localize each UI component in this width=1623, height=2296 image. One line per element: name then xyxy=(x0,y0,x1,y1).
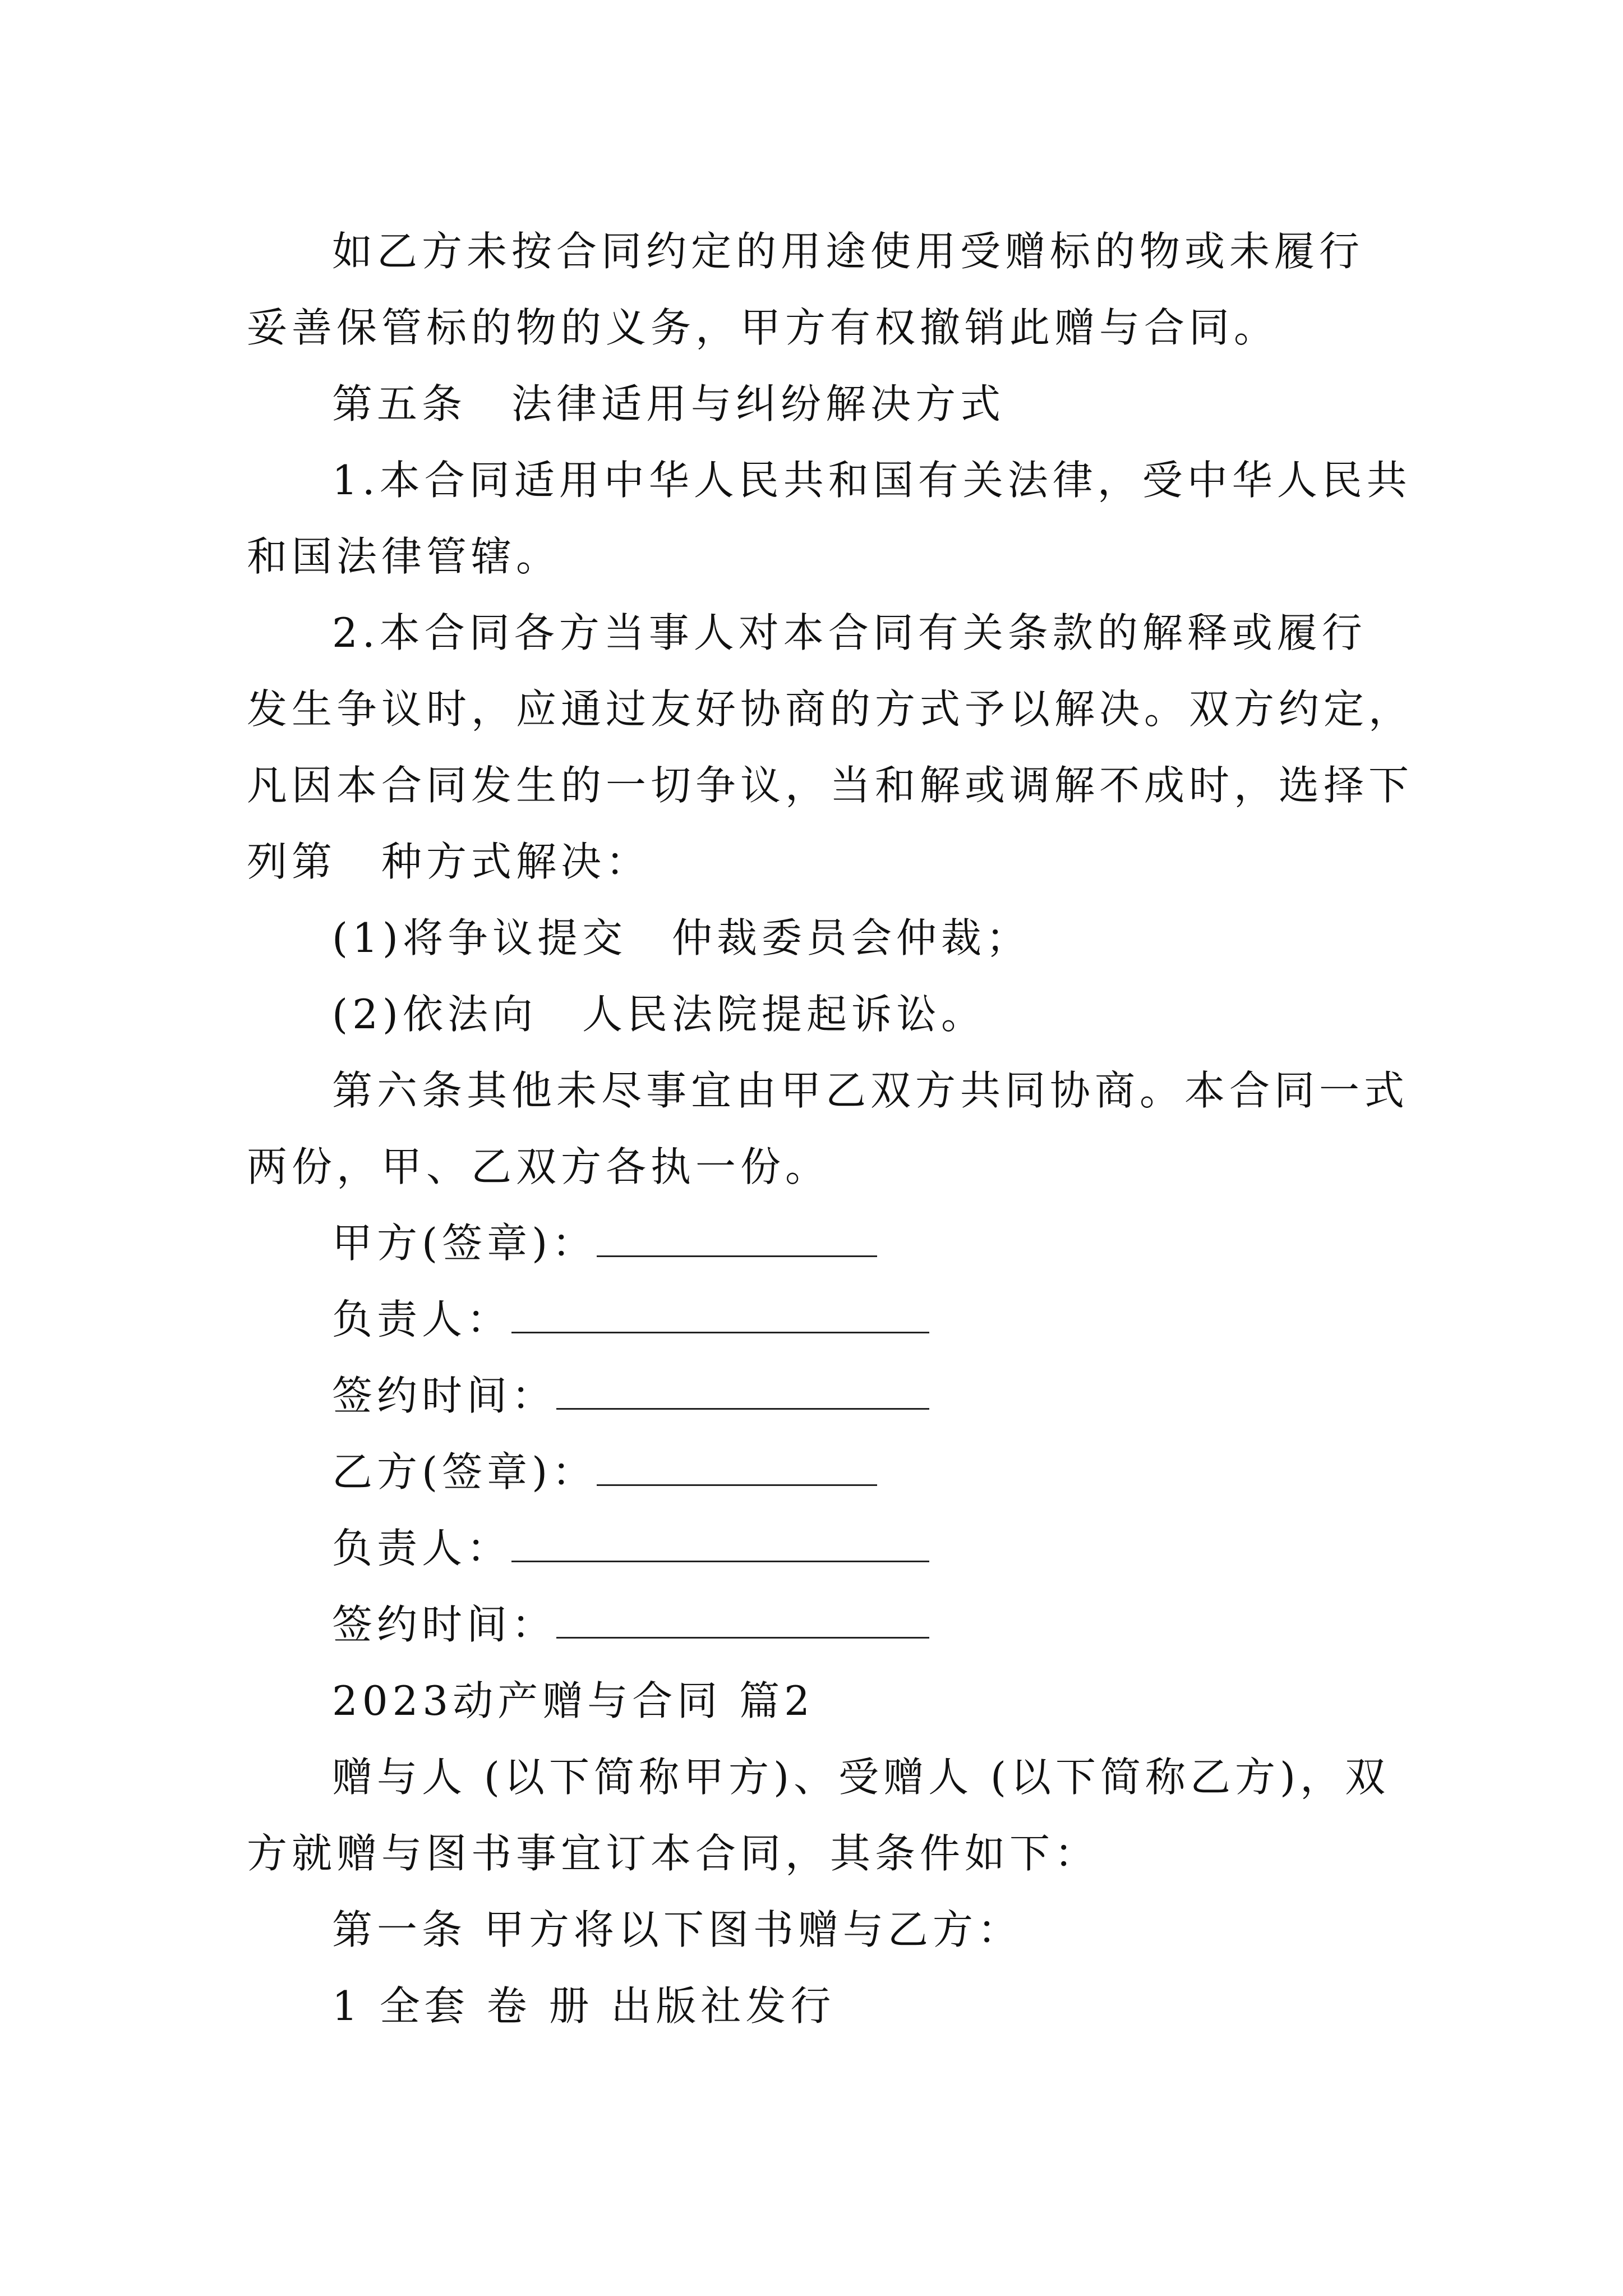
paragraph-revocation-cont xyxy=(247,289,1391,366)
section-2-item-1 xyxy=(247,1968,1391,2044)
signature-party-b xyxy=(247,1434,1391,1510)
signature-blank-line xyxy=(556,1603,929,1639)
text-line: 列第 种方式解决： xyxy=(247,838,651,885)
signature-party-a-date xyxy=(247,1358,1391,1434)
text-line: 和国法律管辖。 xyxy=(247,533,561,580)
signature-blank-line xyxy=(511,1527,929,1562)
text-line: 第一条 甲方将以下图书赠与乙方： xyxy=(332,1906,1022,1953)
document-body xyxy=(247,213,1414,2044)
text-line: 如乙方未按合同约定的用途使用受赠标的物或未履行 xyxy=(332,228,1364,275)
text-line: 方就赠与图书事宜订本合同，其条件如下： xyxy=(247,1830,1100,1877)
signature-blank-line xyxy=(511,1298,929,1333)
article-5-heading xyxy=(247,366,1391,442)
text-line: 2.本合同各方当事人对本合同有关条款的解释或履行 xyxy=(332,609,1367,656)
text-line: 赠与人 (以下简称甲方)、受赠人 (以下简称乙方)，双 xyxy=(332,1754,1390,1801)
section-2-title xyxy=(247,1663,1391,1739)
text-line: 第五条 法律适用与纠纷解决方式 xyxy=(332,380,1006,427)
text-line: 1.本合同适用中华人民共和国有关法律，受中华人民共 xyxy=(332,457,1412,504)
signature-label: 签约时间： xyxy=(332,1601,557,1648)
text-line: 凡因本合同发生的一切争议，当和解或调解不成时，选择下 xyxy=(247,762,1414,809)
signature-blank-line xyxy=(597,1451,877,1486)
text-line: 1 全套 卷 册 出版社发行 xyxy=(332,1982,836,2030)
signature-label: 乙方(签章)： xyxy=(332,1448,597,1496)
clause-5-2-cont xyxy=(247,671,1414,747)
signature-party-a xyxy=(247,1205,1391,1281)
signature-label: 负责人： xyxy=(332,1525,512,1572)
signature-label: 负责人： xyxy=(332,1296,512,1343)
text-line: 第六条其他未尽事宜由甲乙双方共同协商。本合同一式 xyxy=(332,1067,1409,1114)
clause-5-1 xyxy=(247,442,1412,518)
clause-5-2-cont xyxy=(247,747,1414,823)
clause-5-2 xyxy=(247,595,1391,671)
clause-5-2-cont xyxy=(247,823,1391,900)
text-line: (1)将争议提交 仲裁委员会仲裁； xyxy=(332,914,1031,961)
option-litigation xyxy=(247,976,1391,1052)
clause-5-1-cont xyxy=(247,518,1391,595)
text-line: 两份，甲、乙双方各执一份。 xyxy=(247,1143,831,1190)
section-2-article-1 xyxy=(247,1892,1391,1968)
paragraph-revocation xyxy=(247,213,1391,289)
text-line: 2023动产赠与合同 篇2 xyxy=(332,1677,814,1724)
article-6-cont xyxy=(247,1129,1391,1205)
signature-party-b-date xyxy=(247,1586,1391,1663)
text-line: (2)依法向 人民法院提起诉讼。 xyxy=(332,991,986,1038)
signature-label: 甲方(签章)： xyxy=(332,1220,597,1267)
text-line: 妥善保管标的物的义务，甲方有权撤销此赠与合同。 xyxy=(247,304,1279,351)
option-arbitration xyxy=(247,900,1391,976)
signature-blank-line xyxy=(597,1222,877,1257)
section-2-intro xyxy=(247,1739,1391,1815)
signature-label: 签约时间： xyxy=(332,1372,557,1419)
text-line: 发生争议时，应通过友好协商的方式予以解决。双方约定， xyxy=(247,685,1414,733)
signature-blank-line xyxy=(556,1374,929,1410)
article-6 xyxy=(247,1052,1409,1129)
signature-party-a-representative xyxy=(247,1281,1391,1358)
section-2-intro-cont xyxy=(247,1815,1391,1892)
signature-party-b-representative xyxy=(247,1510,1391,1586)
